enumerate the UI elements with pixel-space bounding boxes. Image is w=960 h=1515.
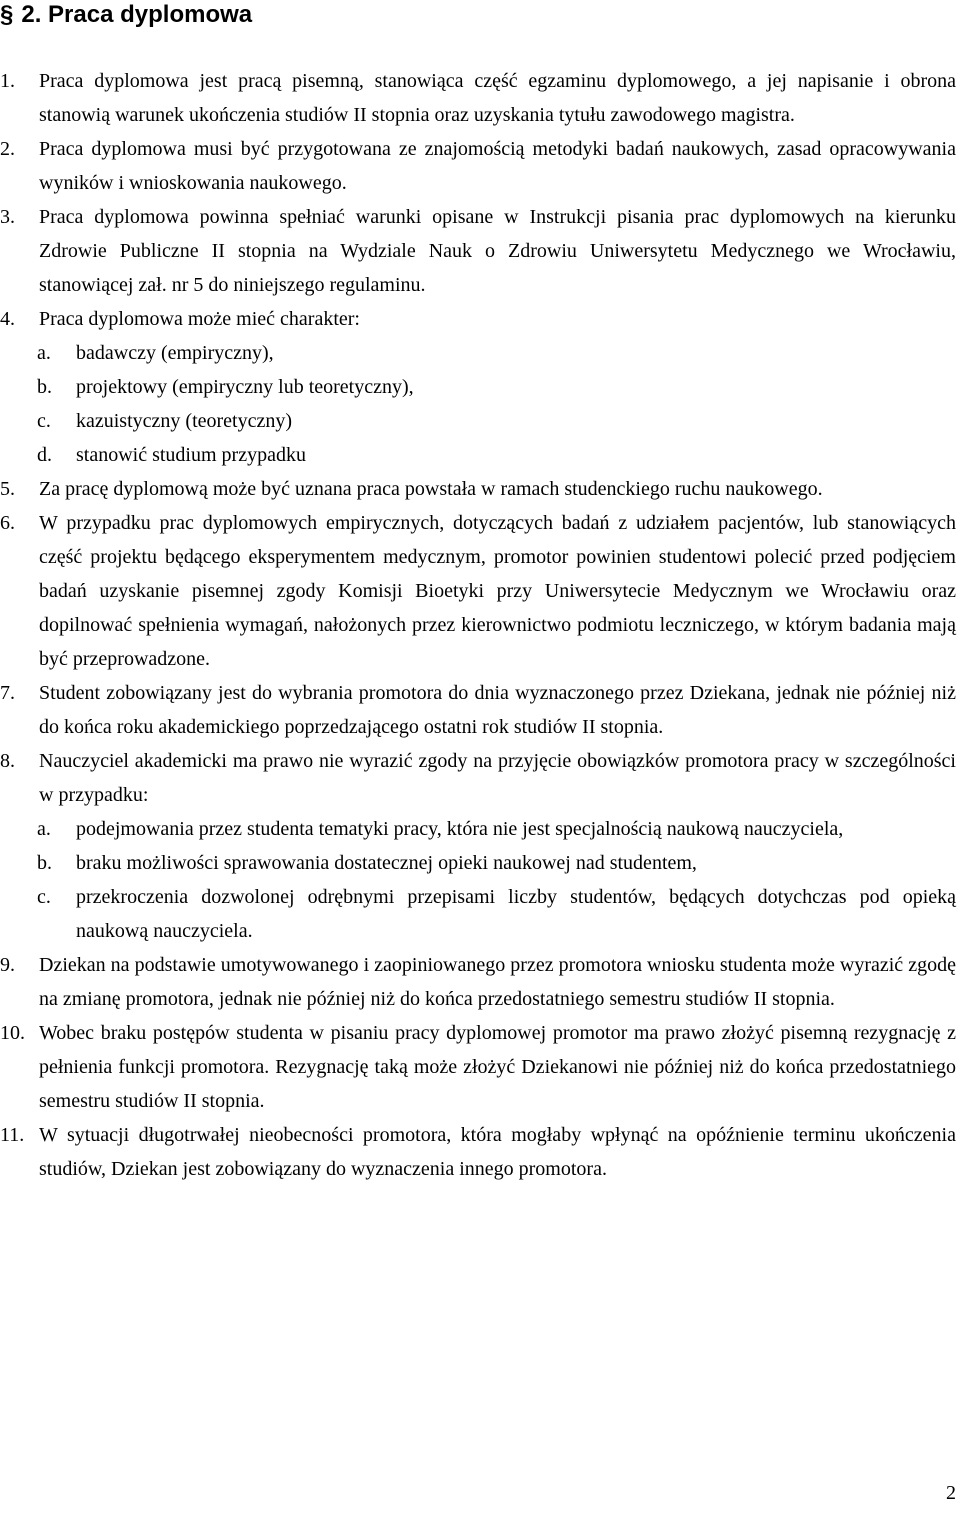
list-item [0,1118,956,1186]
item-text: W przypadku prac dyplomowych empirycznych, dotyczących badań z udziałem pacjentów, lub stanowiących część projektu będącego eksperymentem medycznym, promotor powinien studentowi polecić przed podjęciem badań uzyskanie pisemnej zgody Komisji Bioetyki przy Uniwersytecie Medycznym we Wrocławiu oraz dopilnować spełnienia wymagań, nałożonych przez kierownictwo podmiotu leczniczego, w którym badania mają być przeprowadzone. [39,512,956,670]
sub-item-text: przekroczenia dozwolonej odrębnymi przepisami liczby studentów, będących dotychczas pod opieką naukową nauczyciela. [76,886,956,942]
item-number: 2. [0,138,15,160]
regulation-list [0,64,956,1186]
list-item [0,948,956,1016]
sub-item-label: c. [37,886,51,908]
item-text: W sytuacji długotrwałej nieobecności promotora, która mogłaby wpłynąć na opóźnienie terminu ukończenia studiów, Dziekan jest zobowiązany do wyznaczenia innego promotora. [39,1124,956,1180]
section-heading [0,0,252,30]
sub-list-item [0,404,956,438]
item-number: 8. [0,750,15,772]
item-number: 7. [0,682,15,704]
sub-item-label: b. [37,376,52,398]
sub-item-label: d. [37,444,52,466]
item-text: Student zobowiązany jest do wybrania promotora do dnia wyznaczonego przez Dziekana, jednak nie później niż do końca roku akademickiego poprzedzającego ostatni rok studiów II stopnia. [39,682,956,738]
sub-list-item [0,370,956,404]
list-item [0,64,956,132]
item-number: 10. [0,1022,25,1044]
item-text: Praca dyplomowa powinna spełniać warunki opisane w Instrukcji pisania prac dyplomowych na kierunku Zdrowie Publiczne II stopnia na Wydziale Nauk o Zdrowiu Uniwersytetu Medycznego we Wrocławiu, stanowiącej zał. nr 5 do niniejszego regulaminu. [39,206,956,296]
sub-list-item [0,812,956,846]
sub-list-item [0,846,956,880]
sub-item-label: c. [37,410,51,432]
section-title: 2. Praca dyplomowa [21,1,253,28]
item-number: 5. [0,478,15,500]
sub-item-text: projektowy (empiryczny lub teoretyczny), [76,376,414,398]
item-text: Praca dyplomowa musi być przygotowana ze znajomością metodyki badań naukowych, zasad opracowywania wyników i wnioskowania naukowego. [39,138,956,194]
list-item [0,744,956,812]
list-item [0,472,956,506]
sub-item-label: a. [37,342,51,364]
item-text: Nauczyciel akademicki ma prawo nie wyrazić zgody na przyjęcie obowiązków promotora pracy w szczególności w przypadku: [39,750,956,806]
sub-list-item [0,880,956,948]
sub-item-text: podejmowania przez studenta tematyki pracy, która nie jest specjalnością naukową nauczyciela, [76,818,844,840]
item-number: 9. [0,954,15,976]
list-item [0,506,956,676]
item-text: Za pracę dyplomową może być uznana praca powstała w ramach studenckiego ruchu naukowego. [39,478,823,500]
sub-list-item [0,438,956,472]
section-symbol: § [0,1,14,28]
sub-item-label: b. [37,852,52,874]
page-number: 2 [946,1482,956,1504]
sub-item-text: braku możliwości sprawowania dostatecznej opieki naukowej nad studentem, [76,852,697,874]
item-text: Wobec braku postępów studenta w pisaniu pracy dyplomowej promotor ma prawo złożyć pisemną rezygnację z pełnienia funkcji promotora. Rezygnację taką może złożyć Dziekanowi nie później niż do końca przedostatniego semestru studiów II stopnia. [39,1022,956,1112]
sub-item-text: kazuistyczny (teoretyczny) [76,410,293,432]
item-number: 1. [0,70,15,92]
item-number: 11. [0,1124,25,1146]
item-number: 6. [0,512,15,534]
sub-item-text: badawczy (empiryczny), [76,342,274,364]
sub-list-item [0,336,956,370]
sub-item-label: a. [37,818,51,840]
list-item [0,676,956,744]
list-item [0,200,956,302]
item-number: 3. [0,206,15,228]
list-item [0,1016,956,1118]
list-item [0,302,956,336]
item-text: Praca dyplomowa może mieć charakter: [39,308,360,330]
item-text: Dziekan na podstawie umotywowanego i zaopiniowanego przez promotora wniosku studenta może wyrazić zgodę na zmianę promotora, jednak nie później niż do końca przedostatniego semestru studiów II stopnia. [39,954,956,1010]
item-number: 4. [0,308,15,330]
item-text: Praca dyplomowa jest pracą pisemną, stanowiąca część egzaminu dyplomowego, a jej napisanie i obrona stanowią warunek ukończenia studiów II stopnia oraz uzyskania tytułu zawodowego magistra. [39,70,956,126]
sub-item-text: stanowić studium przypadku [76,444,306,466]
list-item [0,132,956,200]
